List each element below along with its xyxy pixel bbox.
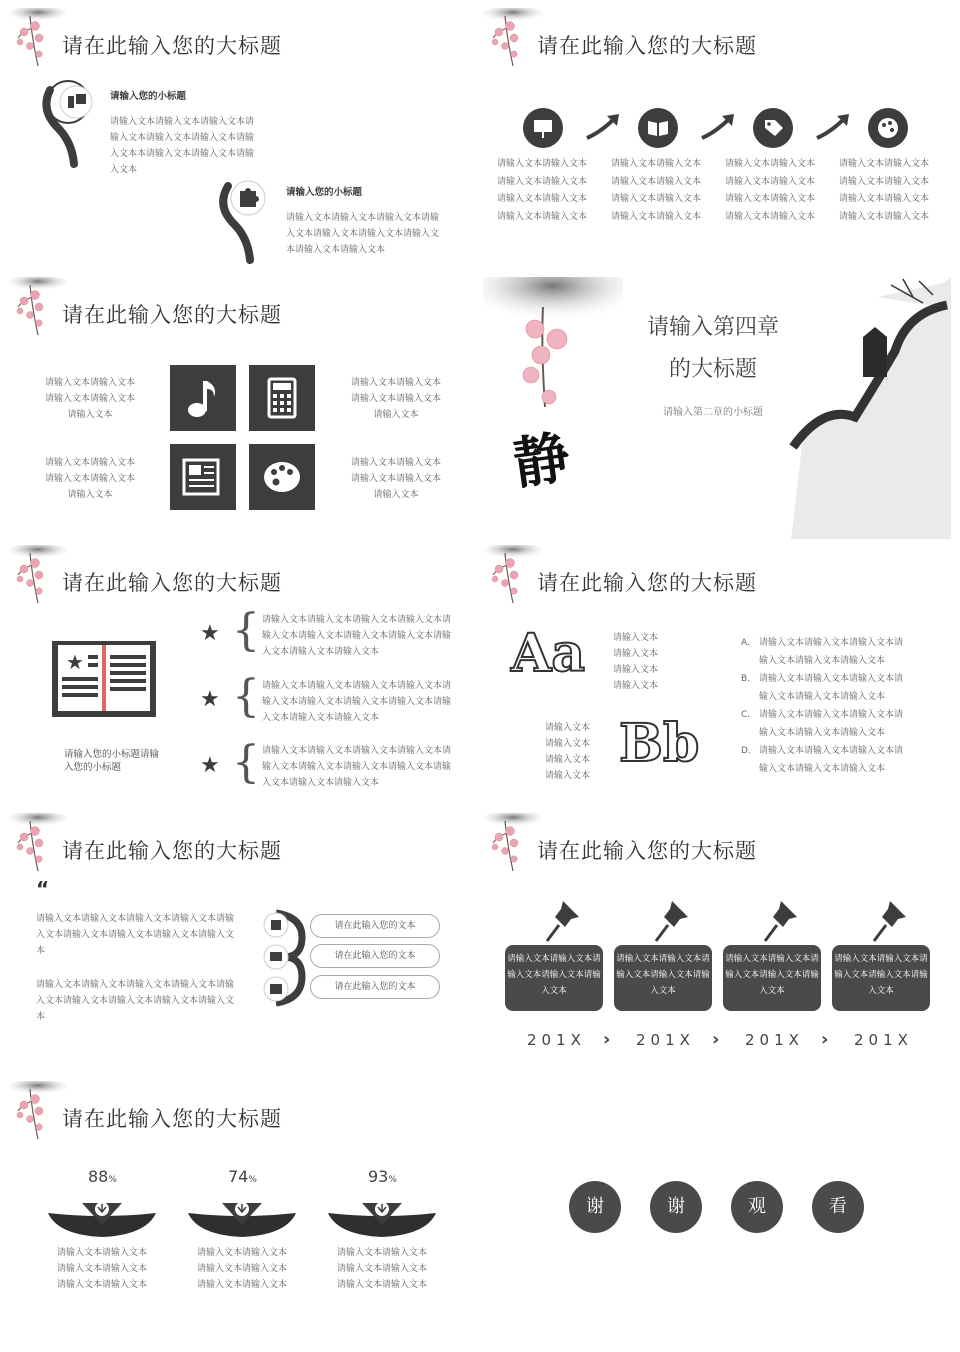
quote-mark: “ (36, 877, 50, 901)
book-icon (48, 637, 160, 721)
pushpin-icon (870, 897, 910, 943)
brace-icon: { (232, 737, 260, 788)
slide-title: 请在此输入您的大标题 (62, 1107, 282, 1131)
slide-title: 请在此输入您的大标题 (62, 34, 282, 58)
arrow-icon (698, 112, 738, 142)
blossom-icon (8, 813, 68, 875)
slide-3 (8, 277, 476, 539)
slide-4 (483, 277, 951, 539)
metric-value-3: 93% (368, 1167, 397, 1186)
lettered-list (741, 635, 941, 778)
item-2-text: 请输入文本请输入文本请输入文本请输入文本请输入文本请输入文本请输入文本请输入文本请输入文本 (286, 213, 440, 255)
item-1-subtitle: 请输入您的小标题 (110, 91, 187, 102)
metric-text-1: 请输入文本请输入文本请输入文本请输入文本请输入文本请输入文本 (56, 1248, 147, 1290)
slide-1 (8, 8, 476, 270)
slide-title: 请在此输入您的大标题 (62, 571, 282, 595)
chapter-title-line-1: 请输入第四章 (646, 315, 779, 340)
thanks-char-4: 看 (812, 1181, 864, 1233)
brace-icon: { (232, 671, 260, 722)
blossom-icon (8, 277, 68, 339)
thanks-char-3: 观 (731, 1181, 783, 1233)
slide-7 (8, 813, 476, 1075)
slide-title: 请在此输入您的大标题 (62, 839, 282, 863)
left-bottom-text: 请输入文本请输入文本请输入文本请输入文本请输入文本 (44, 458, 135, 500)
puzzle-hook-icon (214, 176, 274, 268)
star-item-2: 请输入文本请输入文本请输入文本请输入文本请输入文本请输入文本请输入文本请输入文本请输入文本请输入文本请输入文本 (262, 681, 452, 723)
newspaper-icon (170, 444, 236, 510)
quote-paragraph-1: 请输入文本请输入文本请输入文本请输入文本请输入文本请输入文本请输入文本请输入文本请输入文本 (36, 914, 235, 956)
brace-icon: { (232, 605, 260, 656)
list-item: B. 请输入文本请输入文本请输入文本请输入文本请输入文本请输入文本 (741, 674, 904, 702)
left-top-text: 请输入文本请输入文本请输入文本请输入文本请输入文本 (44, 378, 135, 420)
column-text-2: 请输入文本请输入文本请输入文本请输入文本请输入文本请输入文本请输入文本请输入文本 (611, 159, 702, 222)
palette-icon (249, 444, 315, 510)
slide-2 (483, 8, 951, 270)
chevron-right-icon: › (821, 1029, 829, 1050)
presentation-icon (523, 108, 563, 148)
tag-icon (753, 108, 793, 148)
calculator-icon (249, 365, 315, 431)
music-note-icon (170, 365, 236, 431)
right-top-text: 请输入文本请输入文本请输入文本请输入文本请输入文本 (350, 378, 441, 420)
item-2-subtitle: 请输入您的小标题 (286, 187, 363, 198)
book-icon (638, 108, 678, 148)
svg-text:★: ★ (66, 650, 84, 674)
quote-paragraph-2: 请输入文本请输入文本请输入文本请输入文本请输入文本请输入文本请输入文本请输入文本请输入文本 (36, 980, 235, 1022)
blossom-icon (8, 8, 68, 70)
year-label-4: 201X (854, 1031, 913, 1049)
right-bottom-text: 请输入文本请输入文本请输入文本请输入文本请输入文本 (350, 458, 441, 500)
star-icon: ★ (200, 687, 220, 712)
star-icon: ★ (200, 753, 220, 778)
chevron-right-icon: › (712, 1029, 720, 1050)
star-item-3: 请输入文本请输入文本请输入文本请输入文本请输入文本请输入文本请输入文本请输入文本请输入文本请输入文本请输入文本 (262, 746, 452, 788)
chapter-subtitle: 请输入第二章的小标题 (663, 407, 763, 418)
thanks-char-2: 谢 (650, 1181, 702, 1233)
star-icon: ★ (200, 621, 220, 646)
bracket-icon (256, 907, 316, 1007)
timeline-card-3: 请输入文本请输入文本请输入文本请输入文本请输入文本 (723, 945, 821, 1011)
slide-title: 请在此输入您的大标题 (62, 303, 282, 327)
arrow-icon (813, 112, 853, 142)
year-label-1: 201X (527, 1031, 586, 1049)
star-item-1: 请输入文本请输入文本请输入文本请输入文本请输入文本请输入文本请输入文本请输入文本请输入文本请输入文本请输入文本 (262, 615, 452, 657)
metric-text-2: 请输入文本请输入文本请输入文本请输入文本请输入文本请输入文本 (196, 1248, 287, 1290)
chevron-right-icon: › (603, 1029, 611, 1050)
calligraphy-character: 静 (509, 424, 574, 498)
timeline-card-1: 请输入文本请输入文本请输入文本请输入文本请输入文本 (505, 945, 603, 1011)
download-wing-icon (186, 1193, 298, 1243)
ancient-wall-icon (783, 277, 951, 539)
palette-icon (868, 108, 908, 148)
list-item: C. 请输入文本请输入文本请输入文本请输入文本请输入文本请输入文本 (741, 710, 904, 738)
slide-6 (483, 545, 951, 807)
text-pill-1: 请在此输入您的文本 (310, 914, 440, 938)
slide-title: 请在此输入您的大标题 (537, 839, 757, 863)
text-pill-3: 请在此输入您的文本 (310, 975, 440, 999)
blossom-icon (483, 813, 543, 875)
metric-value-2: 74% (228, 1167, 257, 1186)
blossom-icon (8, 545, 68, 607)
letter-aa: Aa (511, 623, 586, 684)
arrow-icon (583, 112, 623, 142)
download-wing-icon (326, 1193, 438, 1243)
year-label-2: 201X (636, 1031, 695, 1049)
blossom-icon (483, 8, 543, 70)
blossom-branch-icon (483, 277, 623, 417)
pushpin-icon (761, 897, 801, 943)
item-1-text: 请输入文本请输入文本请输入文本请输入文本请输入文本请输入文本请输入文本本请输入文本请输入文本请输入文本 (110, 117, 255, 175)
slide-5 (8, 545, 476, 807)
column-text-4: 请输入文本请输入文本请输入文本请输入文本请输入文本请输入文本请输入文本请输入文本 (839, 159, 930, 222)
slide-9 (8, 1081, 476, 1343)
text-pill-2: 请在此输入您的文本 (310, 944, 440, 968)
slide-8 (483, 813, 951, 1075)
thanks-char-1: 谢 (569, 1181, 621, 1233)
slide-10 (483, 1081, 951, 1343)
blossom-icon (483, 545, 543, 607)
slide-title: 请在此输入您的大标题 (537, 571, 757, 595)
chapter-title-line-2: 的大标题 (668, 357, 757, 382)
timeline-card-4: 请输入文本请输入文本请输入文本请输入文本请输入文本 (832, 945, 930, 1011)
timeline-card-2: 请输入文本请输入文本请输入文本请输入文本请输入文本 (614, 945, 712, 1011)
slide-title: 请在此输入您的大标题 (537, 34, 757, 58)
letter-bb: Bb (619, 713, 700, 774)
list-item: D. 请输入文本请输入文本请输入文本请输入文本请输入文本请输入文本 (741, 746, 904, 774)
hook-icon (38, 80, 98, 172)
download-wing-icon (46, 1193, 158, 1243)
aa-text: 请输入文本请输入文本请输入文本请输入文本 (613, 633, 659, 691)
bb-text: 请输入文本请输入文本请输入文本请输入文本 (545, 723, 591, 781)
pushpin-icon (652, 897, 692, 943)
column-text-3: 请输入文本请输入文本请输入文本请输入文本请输入文本请输入文本请输入文本请输入文本 (725, 159, 816, 222)
pushpin-icon (543, 897, 583, 943)
blossom-icon (8, 1081, 68, 1143)
metric-text-3: 请输入文本请输入文本请输入文本请输入文本请输入文本请输入文本 (336, 1248, 427, 1290)
year-label-3: 201X (745, 1031, 804, 1049)
list-item: A. 请输入文本请输入文本请输入文本请输入文本请输入文本请输入文本 (741, 638, 904, 666)
metric-value-1: 88% (88, 1167, 117, 1186)
column-text-1: 请输入文本请输入文本请输入文本请输入文本请输入文本请输入文本请输入文本请输入文本 (497, 159, 588, 222)
chapter-title (623, 307, 803, 391)
book-subtitle: 请输入您的小标题请输入您的小标题 (64, 749, 160, 773)
